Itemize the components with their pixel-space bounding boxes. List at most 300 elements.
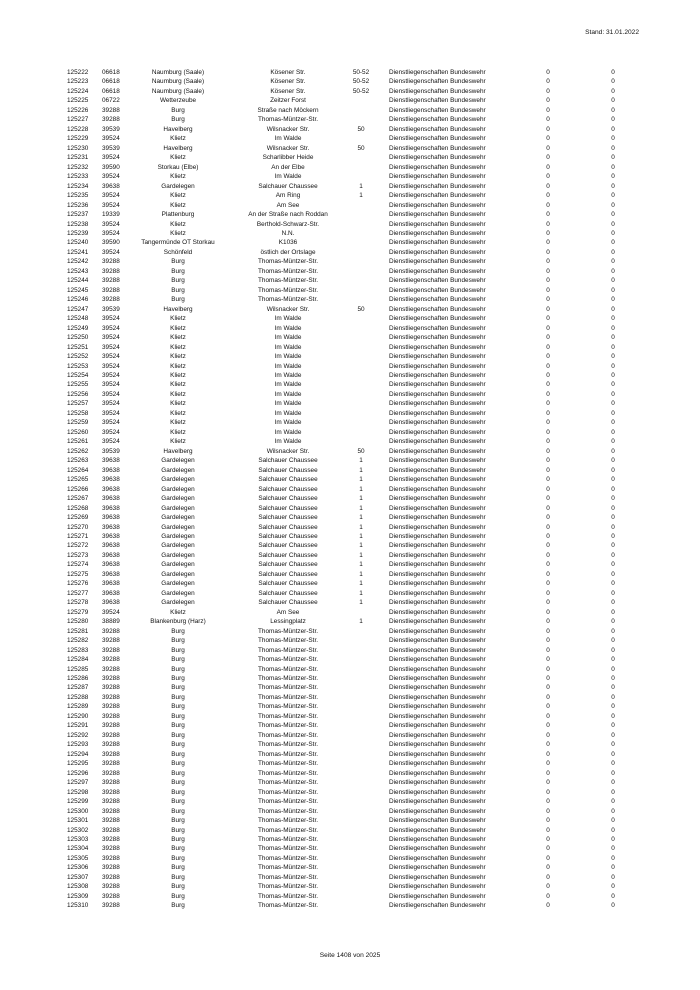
cell-plz: 39524	[102, 372, 120, 379]
cell-wert-b: 0	[611, 779, 615, 787]
cell-ort: Klietz	[170, 608, 186, 616]
cell-id: 125270	[67, 523, 89, 531]
cell-strasse: Im Walde	[274, 400, 302, 408]
cell-wert-b: 0	[611, 267, 615, 275]
table-row	[67, 475, 627, 484]
table-row	[67, 816, 627, 825]
cell-wert-a: 0	[546, 589, 550, 597]
cell-ort: Burg	[171, 627, 185, 635]
cell-wert-b: 0	[611, 495, 615, 503]
cell-plz: 39524	[102, 315, 120, 323]
cell-kategorie: Dienstliegenschaften Bundeswehr	[389, 277, 486, 285]
cell-strasse: Wilsnacker Str.	[266, 447, 310, 455]
table-row	[67, 504, 627, 513]
table-row	[67, 267, 627, 276]
cell-ort: Gardelegen	[161, 514, 195, 522]
cell-kategorie: Dienstliegenschaften Bundeswehr	[389, 769, 486, 777]
cell-strasse: K1036	[278, 239, 298, 247]
table-row	[67, 778, 627, 787]
cell-plz: 06618	[102, 78, 120, 86]
cell-strasse: Scharlibber Heide	[262, 154, 314, 162]
cell-wert-a: 0	[546, 514, 550, 522]
cell-ort: Schönfeld	[163, 248, 193, 256]
cell-strasse: Thomas-Müntzer-Str.	[257, 296, 319, 304]
cell-kategorie: Dienstliegenschaften Bundeswehr	[389, 504, 486, 512]
cell-id: 125295	[67, 760, 89, 768]
cell-wert-a: 0	[546, 902, 550, 910]
cell-id: 125283	[67, 646, 89, 654]
cell-ort: Klietz	[170, 438, 186, 446]
cell-wert-b: 0	[611, 390, 615, 398]
cell-plz: 39524	[102, 324, 120, 332]
cell-ort: Burg	[171, 769, 185, 777]
cell-wert-a: 0	[546, 561, 550, 569]
table-row	[67, 96, 627, 105]
cell-plz: 39288	[102, 665, 120, 673]
cell-ort: Gardelegen	[161, 589, 195, 597]
cell-wert-a: 0	[546, 97, 550, 105]
cell-strasse: Im Walde	[274, 334, 302, 342]
cell-ort: Burg	[171, 684, 185, 692]
cell-strasse: Lessingplatz	[270, 618, 306, 626]
cell-wert-a: 0	[546, 239, 550, 247]
cell-wert-b: 0	[611, 731, 615, 739]
table-row	[67, 125, 627, 134]
cell-plz: 39524	[102, 409, 120, 417]
cell-wert-b: 0	[611, 817, 615, 825]
cell-wert-a: 0	[546, 684, 550, 692]
cell-wert-b: 0	[611, 97, 615, 105]
cell-id: 125272	[67, 542, 89, 550]
cell-wert-a: 0	[546, 296, 550, 304]
table-row	[67, 655, 627, 664]
cell-kategorie: Dienstliegenschaften Bundeswehr	[389, 703, 486, 711]
table-row	[67, 257, 627, 266]
cell-plz: 39288	[102, 106, 120, 114]
cell-wert-a: 0	[546, 892, 550, 900]
table-row	[67, 636, 627, 645]
cell-strasse: Im Walde	[274, 343, 302, 351]
table-row	[67, 68, 627, 77]
cell-hausnummer: 50	[357, 447, 365, 455]
cell-wert-b: 0	[611, 125, 615, 133]
cell-strasse: Thomas-Müntzer-Str.	[257, 277, 319, 285]
cell-strasse: Am See	[276, 201, 300, 209]
cell-plz: 39539	[102, 305, 120, 313]
cell-wert-a: 0	[546, 712, 550, 720]
cell-plz: 39288	[102, 769, 120, 777]
table-row	[67, 693, 627, 702]
table-row	[67, 276, 627, 285]
cell-ort: Klietz	[170, 372, 186, 379]
cell-plz: 39524	[102, 362, 120, 370]
cell-ort: Burg	[171, 106, 185, 114]
cell-kategorie: Dienstliegenschaften Bundeswehr	[389, 580, 486, 588]
cell-hausnummer: 1	[359, 599, 363, 607]
cell-strasse: Im Walde	[274, 362, 302, 370]
table-row	[67, 229, 627, 238]
cell-wert-a: 0	[546, 495, 550, 503]
cell-id: 125228	[67, 125, 89, 133]
cell-kategorie: Dienstliegenschaften Bundeswehr	[389, 523, 486, 531]
cell-hausnummer: 1	[359, 561, 363, 569]
cell-id: 125246	[67, 296, 89, 304]
cell-id: 125302	[67, 826, 89, 834]
cell-plz: 39638	[102, 570, 120, 578]
cell-id: 125231	[67, 154, 89, 162]
table-row	[67, 447, 627, 456]
cell-strasse: Salchauer Chaussee	[258, 523, 318, 531]
cell-kategorie: Dienstliegenschaften Bundeswehr	[389, 353, 486, 361]
cell-id: 125274	[67, 561, 89, 569]
table-row	[67, 220, 627, 229]
cell-wert-a: 0	[546, 125, 550, 133]
cell-wert-a: 0	[546, 457, 550, 465]
cell-strasse: Kösener Str.	[270, 69, 306, 76]
cell-wert-a: 0	[546, 779, 550, 787]
cell-id: 125275	[67, 570, 89, 578]
cell-kategorie: Dienstliegenschaften Bundeswehr	[389, 447, 486, 455]
cell-ort: Burg	[171, 845, 185, 853]
cell-strasse: Kösener Str.	[270, 87, 306, 95]
cell-strasse: Thomas-Müntzer-Str.	[257, 892, 319, 900]
cell-ort: Burg	[171, 286, 185, 294]
cell-kategorie: Dienstliegenschaften Bundeswehr	[389, 656, 486, 664]
cell-wert-a: 0	[546, 731, 550, 739]
cell-ort: Naumburg (Saale)	[151, 78, 205, 86]
cell-hausnummer: 1	[359, 570, 363, 578]
cell-wert-a: 0	[546, 390, 550, 398]
cell-kategorie: Dienstliegenschaften Bundeswehr	[389, 807, 486, 815]
cell-strasse: Im Walde	[274, 419, 302, 427]
cell-strasse: Thomas-Müntzer-Str.	[257, 826, 319, 834]
cell-wert-b: 0	[611, 656, 615, 664]
cell-id: 125255	[67, 381, 89, 389]
table-row	[67, 437, 627, 446]
cell-strasse: Salchauer Chaussee	[258, 589, 318, 597]
cell-kategorie: Dienstliegenschaften Bundeswehr	[389, 750, 486, 758]
table-row	[67, 286, 627, 295]
table-row	[67, 210, 627, 219]
cell-wert-a: 0	[546, 116, 550, 124]
cell-id: 125233	[67, 173, 89, 181]
cell-ort: Burg	[171, 731, 185, 739]
cell-ort: Klietz	[170, 154, 186, 162]
cell-plz: 39638	[102, 485, 120, 493]
cell-ort: Burg	[171, 750, 185, 758]
cell-hausnummer: 50-52	[352, 87, 370, 95]
cell-kategorie: Dienstliegenschaften Bundeswehr	[389, 362, 486, 370]
cell-wert-b: 0	[611, 532, 615, 540]
cell-kategorie: Dienstliegenschaften Bundeswehr	[389, 599, 486, 607]
cell-strasse: Salchauer Chaussee	[258, 514, 318, 522]
table-row	[67, 807, 627, 816]
cell-strasse: Salchauer Chaussee	[258, 542, 318, 550]
table-row	[67, 579, 627, 588]
cell-hausnummer: 1	[359, 514, 363, 522]
cell-strasse: Thomas-Müntzer-Str.	[257, 760, 319, 768]
cell-plz: 39288	[102, 798, 120, 806]
cell-ort: Havelberg	[163, 305, 193, 313]
cell-wert-a: 0	[546, 722, 550, 730]
cell-kategorie: Dienstliegenschaften Bundeswehr	[389, 835, 486, 843]
cell-strasse: Im Walde	[274, 409, 302, 417]
cell-plz: 06618	[102, 87, 120, 95]
cell-ort: Burg	[171, 902, 185, 910]
cell-ort: Tangermünde OT Storkau	[141, 239, 215, 247]
cell-wert-b: 0	[611, 712, 615, 720]
cell-kategorie: Dienstliegenschaften Bundeswehr	[389, 845, 486, 853]
cell-ort: Gardelegen	[161, 561, 195, 569]
cell-plz: 39288	[102, 277, 120, 285]
cell-wert-b: 0	[611, 106, 615, 114]
cell-wert-a: 0	[546, 532, 550, 540]
cell-kategorie: Dienstliegenschaften Bundeswehr	[389, 731, 486, 739]
cell-wert-b: 0	[611, 69, 615, 76]
cell-kategorie: Dienstliegenschaften Bundeswehr	[389, 381, 486, 389]
table-row	[67, 702, 627, 711]
cell-hausnummer: 1	[359, 542, 363, 550]
cell-plz: 39524	[102, 419, 120, 427]
cell-id: 125247	[67, 305, 89, 313]
cell-wert-a: 0	[546, 703, 550, 711]
cell-wert-b: 0	[611, 419, 615, 427]
cell-wert-b: 0	[611, 362, 615, 370]
cell-id: 125281	[67, 627, 89, 635]
cell-plz: 39288	[102, 627, 120, 635]
cell-strasse: Wilsnacker Str.	[266, 305, 310, 313]
cell-strasse: Kösener Str.	[270, 78, 306, 86]
cell-strasse: Salchauer Chaussee	[258, 580, 318, 588]
cell-kategorie: Dienstliegenschaften Bundeswehr	[389, 608, 486, 616]
cell-kategorie: Dienstliegenschaften Bundeswehr	[389, 532, 486, 540]
cell-plz: 39638	[102, 580, 120, 588]
cell-kategorie: Dienstliegenschaften Bundeswehr	[389, 457, 486, 465]
cell-id: 125307	[67, 873, 89, 881]
cell-wert-b: 0	[611, 637, 615, 645]
cell-id: 125240	[67, 239, 89, 247]
cell-ort: Naumburg (Saale)	[151, 69, 205, 76]
cell-kategorie: Dienstliegenschaften Bundeswehr	[389, 570, 486, 578]
cell-ort: Burg	[171, 817, 185, 825]
cell-plz: 39524	[102, 438, 120, 446]
table-row	[67, 324, 627, 333]
cell-plz: 39638	[102, 523, 120, 531]
cell-kategorie: Dienstliegenschaften Bundeswehr	[389, 201, 486, 209]
cell-ort: Blankenburg (Harz)	[150, 618, 206, 626]
cell-kategorie: Dienstliegenschaften Bundeswehr	[389, 883, 486, 891]
table-row	[67, 570, 627, 579]
cell-plz: 39524	[102, 353, 120, 361]
cell-wert-b: 0	[611, 87, 615, 95]
cell-kategorie: Dienstliegenschaften Bundeswehr	[389, 873, 486, 881]
cell-ort: Klietz	[170, 409, 186, 417]
cell-plz: 39288	[102, 817, 120, 825]
cell-kategorie: Dienstliegenschaften Bundeswehr	[389, 798, 486, 806]
cell-wert-a: 0	[546, 334, 550, 342]
cell-wert-b: 0	[611, 485, 615, 493]
cell-kategorie: Dienstliegenschaften Bundeswehr	[389, 466, 486, 474]
cell-wert-a: 0	[546, 656, 550, 664]
cell-wert-b: 0	[611, 305, 615, 313]
cell-id: 125235	[67, 192, 89, 200]
cell-wert-b: 0	[611, 722, 615, 730]
cell-wert-b: 0	[611, 599, 615, 607]
cell-strasse: Thomas-Müntzer-Str.	[257, 902, 319, 910]
cell-strasse: An der Elbe	[271, 163, 305, 171]
cell-strasse: Am Ring	[275, 192, 301, 200]
cell-wert-a: 0	[546, 798, 550, 806]
cell-kategorie: Dienstliegenschaften Bundeswehr	[389, 315, 486, 323]
table-row	[67, 428, 627, 437]
cell-strasse: Thomas-Müntzer-Str.	[257, 267, 319, 275]
cell-ort: Burg	[171, 873, 185, 881]
cell-hausnummer: 1	[359, 589, 363, 597]
cell-wert-a: 0	[546, 438, 550, 446]
cell-id: 125285	[67, 665, 89, 673]
cell-ort: Klietz	[170, 419, 186, 427]
table-row	[67, 844, 627, 853]
cell-id: 125298	[67, 788, 89, 796]
cell-kategorie: Dienstliegenschaften Bundeswehr	[389, 684, 486, 692]
cell-id: 125309	[67, 892, 89, 900]
cell-strasse: Thomas-Müntzer-Str.	[257, 665, 319, 673]
table-row	[67, 172, 627, 181]
cell-plz: 39539	[102, 144, 120, 152]
cell-plz: 39288	[102, 703, 120, 711]
table-row	[67, 409, 627, 418]
cell-strasse: Straße nach Möckern	[257, 106, 319, 114]
table-row	[67, 646, 627, 655]
cell-wert-a: 0	[546, 182, 550, 190]
cell-wert-a: 0	[546, 144, 550, 152]
cell-plz: 39288	[102, 760, 120, 768]
table-row	[67, 892, 627, 901]
table-row	[67, 144, 627, 153]
cell-ort: Burg	[171, 277, 185, 285]
cell-ort: Burg	[171, 835, 185, 843]
cell-wert-b: 0	[611, 334, 615, 342]
cell-id: 125230	[67, 144, 89, 152]
cell-ort: Havelberg	[163, 125, 193, 133]
cell-ort: Burg	[171, 693, 185, 701]
cell-wert-b: 0	[611, 315, 615, 323]
cell-wert-b: 0	[611, 750, 615, 758]
cell-wert-a: 0	[546, 447, 550, 455]
cell-ort: Burg	[171, 675, 185, 682]
cell-kategorie: Dienstliegenschaften Bundeswehr	[389, 144, 486, 152]
cell-plz: 39288	[102, 116, 120, 124]
cell-wert-b: 0	[611, 457, 615, 465]
cell-wert-a: 0	[546, 277, 550, 285]
cell-ort: Klietz	[170, 324, 186, 332]
cell-id: 125262	[67, 447, 89, 455]
table-row	[67, 712, 627, 721]
cell-id: 125250	[67, 334, 89, 342]
table-row	[67, 115, 627, 124]
cell-wert-a: 0	[546, 570, 550, 578]
table-row	[67, 456, 627, 465]
table-row	[67, 87, 627, 96]
cell-wert-b: 0	[611, 646, 615, 654]
cell-strasse: Thomas-Müntzer-Str.	[257, 798, 319, 806]
cell-kategorie: Dienstliegenschaften Bundeswehr	[389, 69, 486, 76]
cell-kategorie: Dienstliegenschaften Bundeswehr	[389, 618, 486, 626]
cell-plz: 39288	[102, 845, 120, 853]
cell-id: 125224	[67, 87, 89, 95]
cell-plz: 39288	[102, 826, 120, 834]
cell-id: 125286	[67, 675, 89, 682]
cell-wert-a: 0	[546, 835, 550, 843]
cell-wert-a: 0	[546, 267, 550, 275]
cell-wert-b: 0	[611, 192, 615, 200]
cell-plz: 39524	[102, 135, 120, 143]
cell-kategorie: Dienstliegenschaften Bundeswehr	[389, 485, 486, 493]
cell-wert-b: 0	[611, 476, 615, 484]
cell-wert-b: 0	[611, 561, 615, 569]
cell-wert-b: 0	[611, 286, 615, 294]
cell-hausnummer: 1	[359, 466, 363, 474]
cell-wert-b: 0	[611, 116, 615, 124]
cell-plz: 39638	[102, 532, 120, 540]
cell-ort: Burg	[171, 722, 185, 730]
cell-wert-b: 0	[611, 835, 615, 843]
cell-plz: 39539	[102, 125, 120, 133]
cell-hausnummer: 1	[359, 504, 363, 512]
cell-id: 125310	[67, 902, 89, 910]
cell-plz: 39524	[102, 400, 120, 408]
cell-strasse: Im Walde	[274, 381, 302, 389]
cell-id: 125241	[67, 248, 89, 256]
cell-strasse: Salchauer Chaussee	[258, 476, 318, 484]
cell-plz: 39638	[102, 466, 120, 474]
cell-id: 125301	[67, 817, 89, 825]
cell-kategorie: Dienstliegenschaften Bundeswehr	[389, 192, 486, 200]
cell-strasse: Salchauer Chaussee	[258, 466, 318, 474]
cell-id: 125234	[67, 182, 89, 190]
cell-strasse: Im Walde	[274, 135, 302, 143]
cell-kategorie: Dienstliegenschaften Bundeswehr	[389, 97, 486, 105]
cell-strasse: Thomas-Müntzer-Str.	[257, 731, 319, 739]
cell-strasse: Im Walde	[274, 315, 302, 323]
cell-strasse: Thomas-Müntzer-Str.	[257, 864, 319, 872]
table-row	[67, 797, 627, 806]
cell-wert-a: 0	[546, 428, 550, 436]
cell-wert-a: 0	[546, 817, 550, 825]
cell-kategorie: Dienstliegenschaften Bundeswehr	[389, 372, 486, 379]
cell-wert-b: 0	[611, 447, 615, 455]
table-row	[67, 665, 627, 674]
cell-ort: Gardelegen	[161, 542, 195, 550]
cell-id: 125271	[67, 532, 89, 540]
cell-wert-b: 0	[611, 229, 615, 237]
cell-strasse: Thomas-Müntzer-Str.	[257, 835, 319, 843]
cell-ort: Naumburg (Saale)	[151, 87, 205, 95]
cell-strasse: Thomas-Müntzer-Str.	[257, 750, 319, 758]
cell-wert-a: 0	[546, 154, 550, 162]
cell-wert-a: 0	[546, 192, 550, 200]
cell-strasse: Thomas-Müntzer-Str.	[257, 788, 319, 796]
cell-kategorie: Dienstliegenschaften Bundeswehr	[389, 135, 486, 143]
cell-ort: Plattenburg	[161, 211, 195, 219]
table-row	[67, 77, 627, 86]
cell-id: 125263	[67, 457, 89, 465]
cell-wert-b: 0	[611, 760, 615, 768]
table-row	[67, 731, 627, 740]
cell-kategorie: Dienstliegenschaften Bundeswehr	[389, 760, 486, 768]
cell-hausnummer: 1	[359, 485, 363, 493]
cell-plz: 39638	[102, 551, 120, 559]
